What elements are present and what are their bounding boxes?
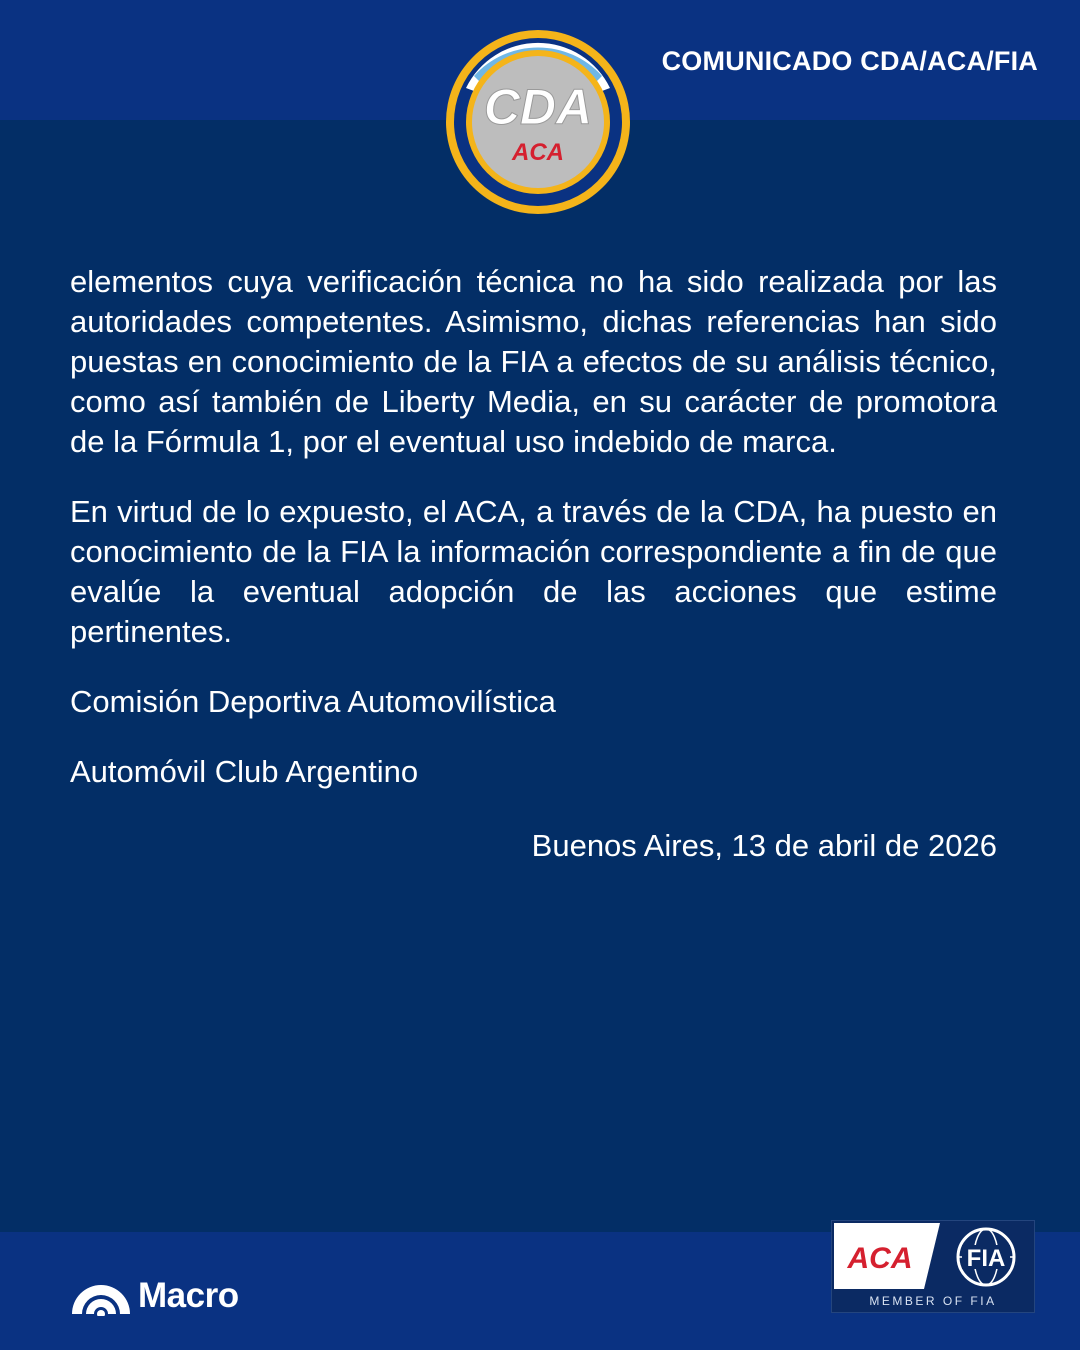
signature-club: Automóvil Club Argentino <box>70 754 419 789</box>
aca-fia-member-badge <box>831 1220 1035 1313</box>
paragraph-2: En virtud de lo expuesto, el ACA, a través de la CDA, ha puesto en conocimiento de la FIA la información correspondiente a fin de que evalúe la eventual adopción de las acciones que estime pertinentes. <box>70 494 997 649</box>
page-title: COMUNICADO CDA/ACA/FIA <box>661 46 1038 76</box>
date-line: Buenos Aires, 13 de abril de 2026 <box>531 828 997 863</box>
macro-icon <box>70 1276 132 1316</box>
macro-sponsor-logo <box>70 1272 239 1320</box>
logo-main-text: CDA <box>483 79 593 135</box>
cda-logo <box>444 28 632 216</box>
macro-wordmark: Macro <box>138 1276 239 1315</box>
logo-sub-text: ACA <box>512 139 564 166</box>
statement-body <box>70 262 997 866</box>
badge-fia-text: FIA <box>966 1245 1006 1272</box>
badge-aca-text: ACA <box>847 1242 913 1275</box>
badge-graphic <box>832 1221 1034 1293</box>
badge-caption: MEMBER OF FIA <box>869 1294 997 1308</box>
paragraph-1: elementos cuya verificación técnica no ha sido realizada por las autoridades competentes. Asimismo, dichas referencias han sido puestas en conocimiento de la FIA a efectos de su análisis técnico, como así también de Liberty Media, en su carácter de promotora de la Fórmula 1, por el eventual uso indebido de marca. <box>70 264 997 459</box>
signature-commission: Comisión Deportiva Automovilística <box>70 684 556 719</box>
